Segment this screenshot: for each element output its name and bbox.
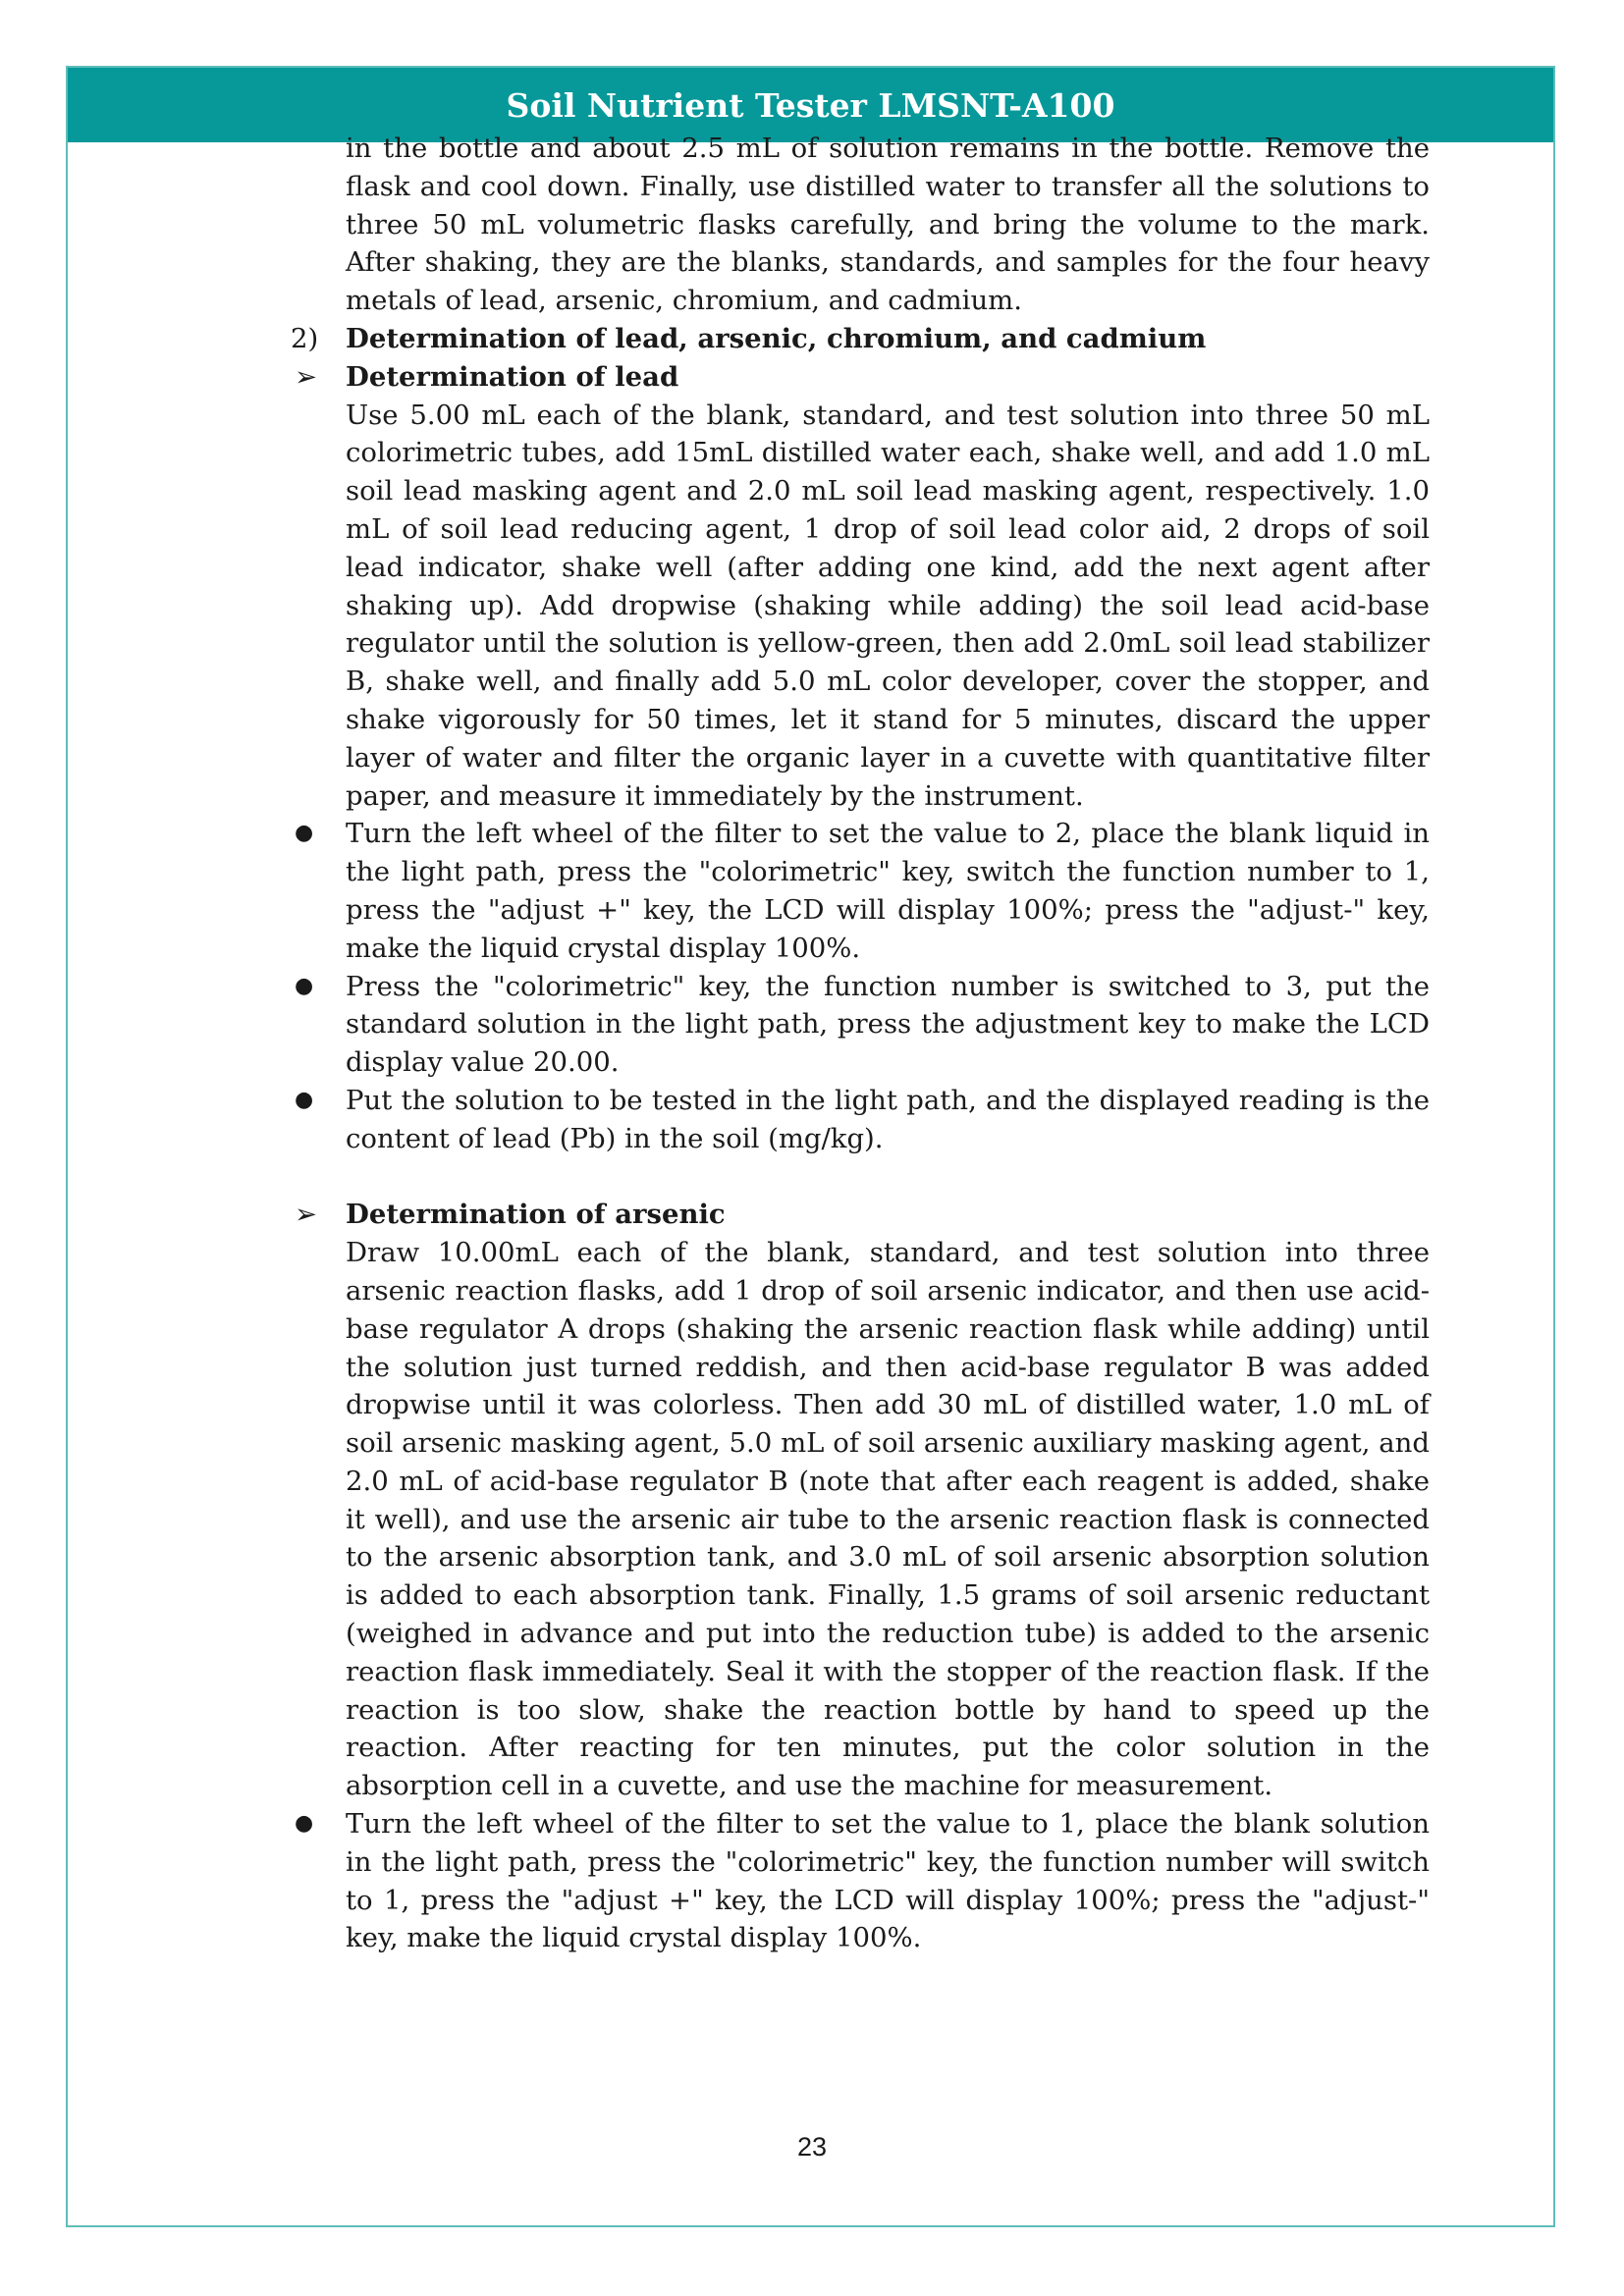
lead-body: Use 5.00 mL each of the blank, standard, and test solution into three 50 mL colorimetric tubes, add 15mL distilled water each, shake well, and add 1.0 mL soil lead masking agent and 2.0 mL soil lead masking agent, respectively. 1.0 mL of soil lead reducing agent, 1 drop of soil lead color aid, 2 drops of soil lead indicator, shake well (after adding one kind, add the next agent after shaking up). Add dropwise (shaking while adding) the soil lead acid-base regulator until the solution is yellow-green, then add 2.0mL soil lead stabilizer B, shake well, and finally add 5.0 mL color developer, cover the stopper, and shake vigorously for 50 times, let it stand for 5 minutes, discard the upper layer of water and filter the organic layer in a cuvette with quantitative filter paper, and measure it immediately by the instrument. [346,399,1430,812]
lead-heading [295,358,1430,397]
bullet-text: Turn the left wheel of the filter to set the value to 2, place the blank liquid in the light path, press the "colorimetric" key, switch the function number to 1, press the "adjust +" key, the LCD will display 100%; press the "adjust-" key, make the liquid crystal display 100%. [346,818,1430,964]
spacer [295,1158,1430,1197]
arsenic-title: Determination of arsenic [346,1199,726,1231]
bullet-icon: ● [295,821,314,846]
section-title: Determination of lead, arsenic, chromium, and cadmium [346,322,1207,354]
bullet-icon: ● [295,1087,314,1112]
arsenic-body: Draw 10.00mL each of the blank, standard, and test solution into three arsenic reaction flasks, add 1 drop of soil arsenic indicator, and then use acid-base regulator A drops (shaking the arsenic reaction flask while adding) until the solution just turned reddish, and then acid-base regulator B was added dropwise until it was colorless. Then add 30 mL of distilled water, 1.0 mL of soil arsenic masking agent, 5.0 mL of soil arsenic auxiliary masking agent, and 2.0 mL of acid-base regulator B (note that after each reagent is added, shake it well), and use the arsenic air tube to the arsenic reaction flask is connected to the arsenic absorption tank, and 3.0 mL of soil arsenic absorption solution is added to each absorption tank. Finally, 1.5 grams of soil arsenic reductant (weighed in advance and put into the reduction tube) is added to the arsenic reaction flask immediately. Seal it with the stopper of the reaction flask. If the reaction is too slow, shake the reaction bottle by hand to speed up the reaction. After reacting for ten minutes, put the color solution in the absorption cell in a cuvette, and use the machine for measurement. [346,1237,1430,1802]
bullet-text: Press the "colorimetric" key, the function number is switched to 3, put the standard solution in the light path, press the adjustment key to make the LCD display value 20.00. [346,970,1430,1079]
bullet-icon: ● [295,973,314,998]
bullet-icon: ● [295,1811,314,1837]
document-body [291,130,1430,1957]
section-heading [291,320,1430,358]
intro-paragraph: in the bottle and about 2.5 mL of solution remains in the bottle. Remove the flask and cool down. Finally, use distilled water to transfer all the solutions to three 50 mL volumetric flasks carefully, and bring the volume to the mark. After shaking, they are the blanks, standards, and samples for the four heavy metals of lead, arsenic, chromium, and cadmium. [346,133,1430,317]
page-number: 23 [796,2132,828,2162]
lead-bullet-2 [295,968,1430,1082]
arsenic-bullet-1 [295,1805,1430,1957]
lead-bullet-3 [295,1082,1430,1158]
header-title: Soil Nutrient Tester LMSNT-A100 [506,85,1115,125]
bullet-text: Put the solution to be tested in the light path, and the displayed reading is the content of lead (Pb) in the soil (mg/kg). [346,1084,1430,1154]
arrow-bullet-icon: ➢ [295,360,318,393]
arsenic-heading [295,1196,1430,1234]
section-number: 2) [291,322,319,354]
lead-title: Determination of lead [346,360,679,393]
lead-bullet-1 [295,815,1430,967]
arrow-bullet-icon: ➢ [295,1199,318,1231]
bullet-text: Turn the left wheel of the filter to set the value to 1, place the blank solution in the light path, press the "colorimetric" key, the function number will switch to 1, press the "adjust +" key, the LCD will display 100%; press the "adjust-" key, make the liquid crystal display 100%. [346,1808,1430,1954]
